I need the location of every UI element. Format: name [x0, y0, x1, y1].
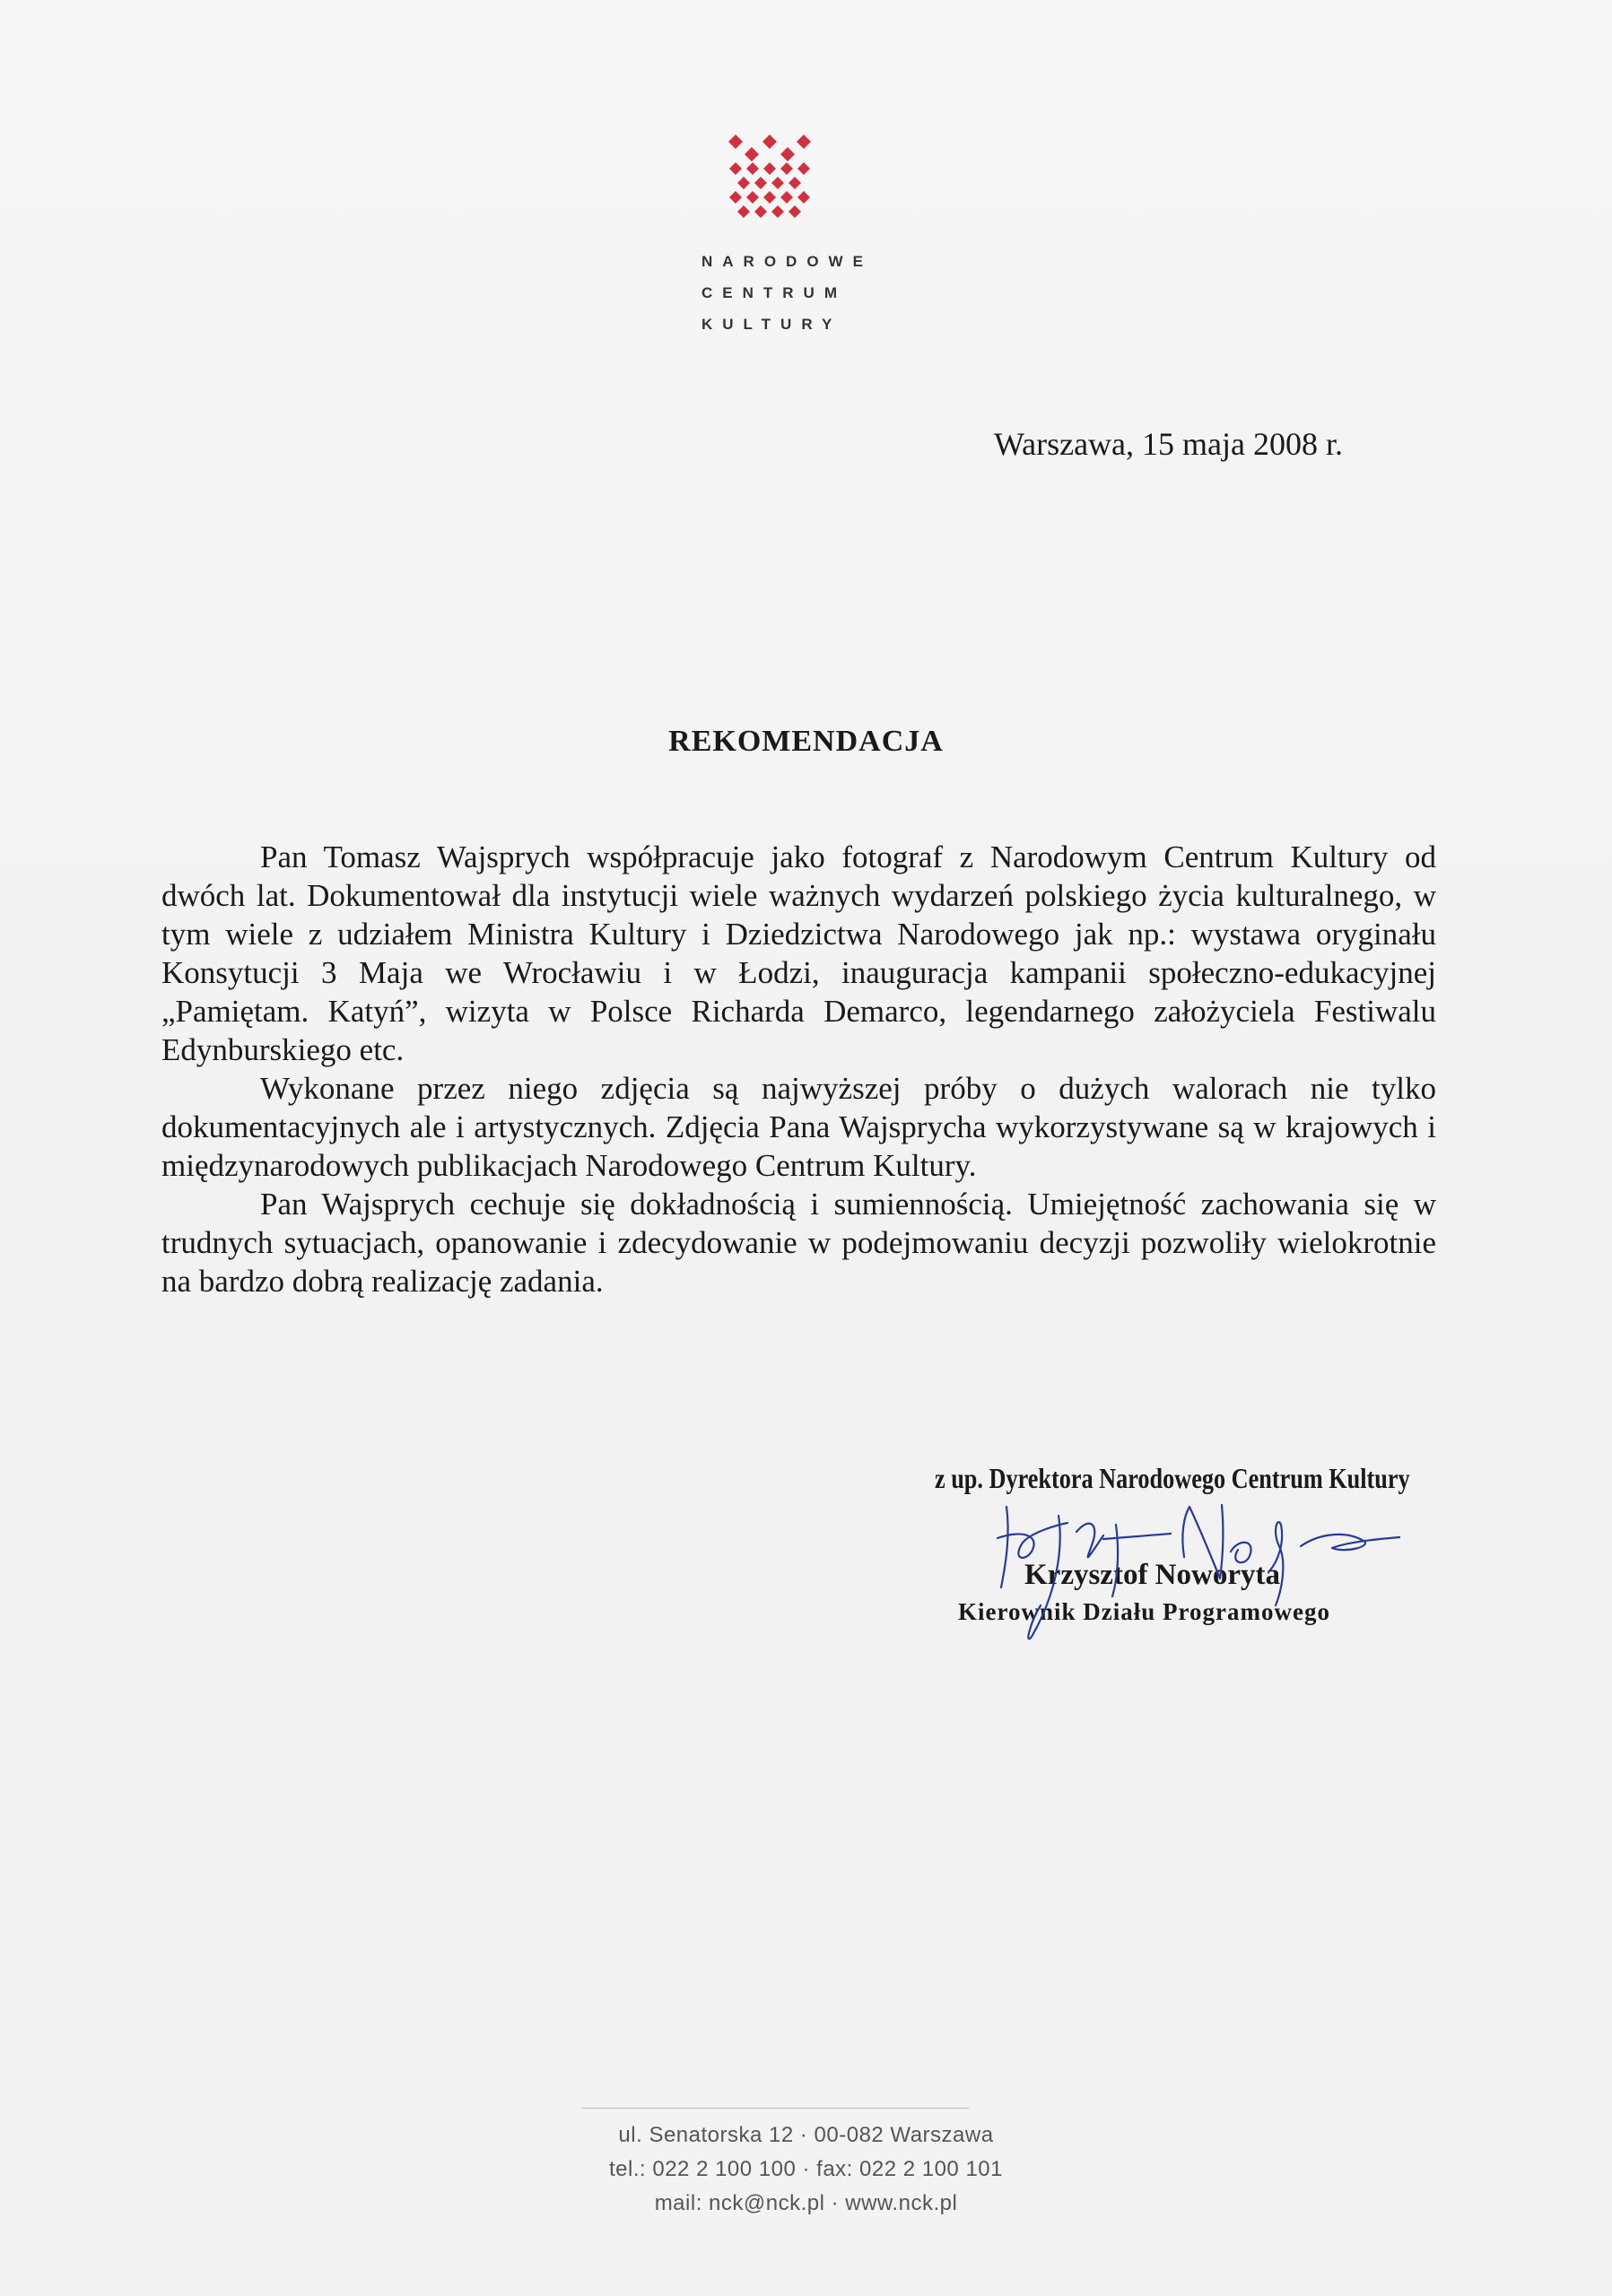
- logo-diamond: [745, 147, 759, 161]
- logo-diamond: [763, 191, 776, 204]
- signature-block: [924, 1453, 1426, 1650]
- footer-address: ul. Senatorska 12 · 00-082 Warszawa: [618, 2123, 994, 2147]
- signatory-name: Krzysztof Noworyta: [1024, 1559, 1280, 1591]
- footer: [0, 2118, 1612, 2221]
- footer-phone: tel.: 022 2 100 100 · fax: 022 2 100 101: [609, 2157, 1003, 2181]
- logo-line-3: KULTURY: [701, 316, 842, 333]
- logo-diamond: [729, 191, 742, 204]
- logo-diamond: [797, 191, 810, 204]
- logo-diamond: [729, 162, 742, 175]
- letter-title: REKOMENDACJA: [668, 725, 944, 758]
- logo-diamond: [762, 135, 777, 149]
- footer-divider: [581, 2108, 969, 2109]
- logo-diamond: [797, 162, 810, 175]
- logo-diamond: [771, 177, 784, 189]
- logo-diamond: [780, 162, 793, 175]
- footer-contact: mail: nck@nck.pl · www.nck.pl: [654, 2191, 958, 2215]
- logo-diamond: [754, 177, 767, 189]
- paragraph-1: Pan Tomasz Wajsprych współpracuje jako fotograf z Narodowym Centrum Kultury od dwóch lat. Dokumentował dla instytucji wiele ważnych wydarzeń polskiego życia kulturalnego, w tym wiele z udziałem Ministra Kultury i Dziedzictwa Narodowego jak np.: wystawa oryginału Konsytucji 3 Maja we Wrocławiu i w Łodzi, inauguracja kampanii społeczno-edukacyjnej „Pamiętam. Katyń”, wizyta w Polsce Richarda Demarco, legendarnego założyciela Festiwalu Edynburskiego etc.: [161, 839, 1436, 1067]
- logo-diamond: [771, 205, 784, 218]
- logo-diamond: [728, 135, 743, 149]
- handwritten-signature-icon: [924, 1453, 1426, 1650]
- letter-date: Warszawa, 15 maja 2008 r.: [994, 426, 1343, 462]
- signatory-role: Kierownik Działu Programowego: [958, 1598, 1330, 1625]
- crown-logo-icon: [725, 133, 815, 222]
- logo-diamond: [746, 191, 759, 204]
- letter-body: [161, 838, 1436, 1300]
- logo-diamond: [746, 162, 759, 175]
- logo-line-2: CENTRUM: [701, 284, 847, 301]
- logo-diamond: [789, 177, 801, 189]
- logo-diamond: [737, 177, 750, 189]
- logo-diamond: [737, 205, 750, 218]
- logo-diamond: [754, 205, 767, 218]
- logo-line-1: NARODOWE: [701, 253, 873, 270]
- logo-diamond: [780, 147, 795, 161]
- logo-diamond: [797, 135, 811, 149]
- paragraph-2: Wykonane przez niego zdjęcia są najwyższej próby o dużych walorach nie tylko dokumentacyjnych ale i artystycznych. Zdjęcia Pana Wajsprycha wykorzystywane są w krajowych i międzynarodowych publikacjach Narodowego Centrum Kultury.: [161, 1071, 1436, 1183]
- paragraph-3: Pan Wajsprych cechuje się dokładnością i sumiennością. Umiejętność zachowania się w trudnych sytuacjach, opanowanie i zdecydowanie w podejmowaniu decyzji pozwoliły wielokrotnie na bardzo dobrą realizację zadania.: [161, 1187, 1436, 1299]
- on-behalf-line: z up. Dyrektora Narodowego Centrum Kultury: [935, 1462, 1410, 1494]
- logo-diamond: [789, 205, 801, 218]
- institution-name: [701, 246, 873, 340]
- logo-diamond: [780, 191, 793, 204]
- logo-diamond: [763, 162, 776, 175]
